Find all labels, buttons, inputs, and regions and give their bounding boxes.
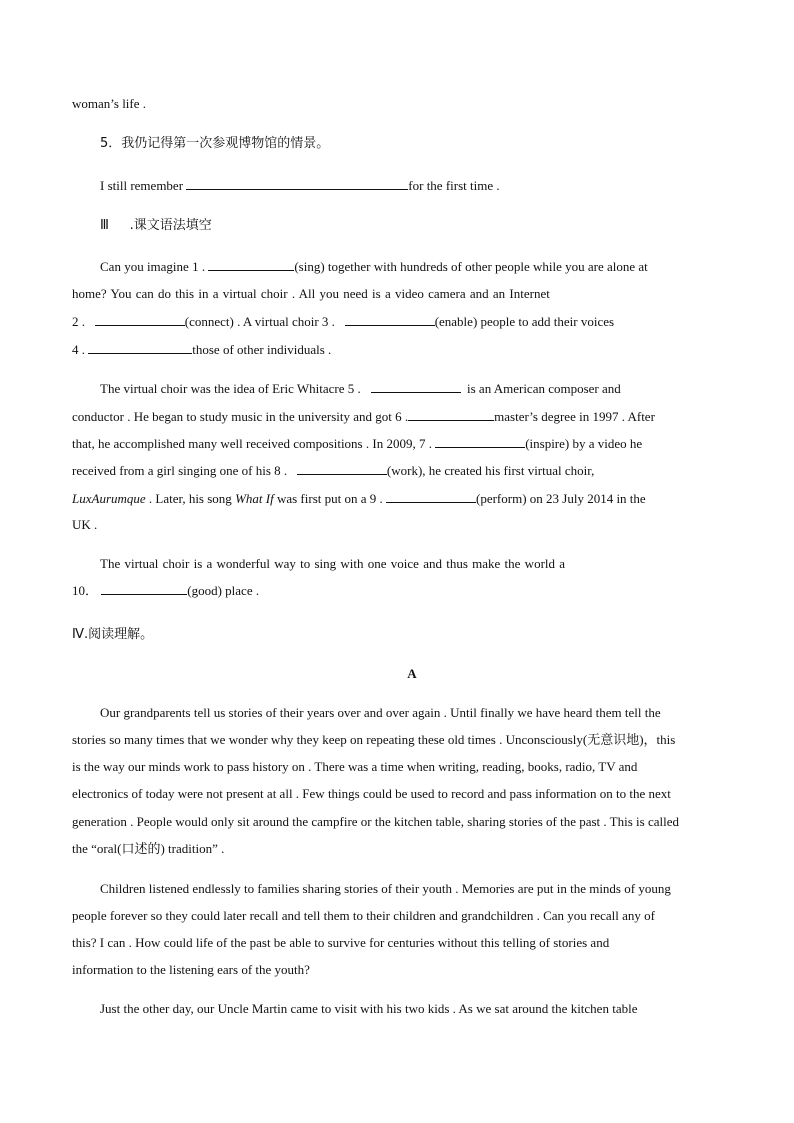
pb-line-1: Children listened endlessly to families sharing stories of their youth . Memories are put in the minds of young: [100, 881, 671, 896]
p2-l5-text-d: was first put on a 9 .: [273, 491, 383, 506]
q5-prompt: 5．我仍记得第一次参观博物馆的情景。: [100, 136, 330, 151]
p1-l3-text-b: (connect) . A virtual choir 3 .: [184, 314, 335, 329]
p1-l1-text-a: Can you imagine 1 .: [100, 259, 206, 274]
pb-line-4: information to the listening ears of the youth?: [72, 962, 310, 977]
p2-l3-text-b: (inspire) by a video he: [525, 436, 643, 451]
p1-l1-text-b: (sing) together with hundreds of other people while you are alone at: [294, 259, 648, 274]
p1-line-1: [100, 258, 648, 275]
q5-blank[interactable]: [186, 177, 408, 190]
p1-l4-text-b: those of other individuals .: [192, 342, 332, 357]
p2-line-2: [72, 408, 655, 425]
p3-l2-text-b: (good) place .: [187, 583, 260, 598]
blank-5[interactable]: [371, 380, 461, 393]
pa-line-4: electronics of today were not present at all . Few things could be used to record and pass information on to the next: [72, 786, 671, 801]
p1-line-2: home? You can do this in a virtual choir . All you need is a video camera and an Internet: [72, 286, 550, 301]
song-title-what-if: What If: [235, 491, 274, 506]
blank-3[interactable]: [345, 313, 435, 326]
pa-line-3: is the way our minds work to pass history on . There was a time when writing, reading, books, radio, TV and: [72, 759, 638, 774]
blank-4[interactable]: [88, 341, 192, 354]
p1-line-3: [72, 313, 614, 330]
p3-line-1: The virtual choir is a wonderful way to sing with one voice and thus make the world a: [100, 556, 566, 571]
q5-sentence: [100, 177, 500, 194]
q5-before: I still remember: [100, 178, 184, 193]
section-4-title: Ⅳ.阅读理解。: [72, 627, 154, 642]
p2-l2-text-a: conductor . He began to study music in the university and got 6 .: [72, 409, 409, 424]
pa-line-1: Our grandparents tell us stories of their years over and over again . Until finally we have heard them tell the: [100, 705, 661, 720]
blank-2[interactable]: [95, 313, 185, 326]
passage-label: A: [407, 666, 417, 681]
p1-l4-text-a: 4 .: [72, 342, 85, 357]
p1-l3-text-a: 2 .: [72, 314, 85, 329]
p1-l3-text-c: (enable) people to add their voices: [434, 314, 615, 329]
pc-line-1: Just the other day, our Uncle Martin came to visit with his two kids . As we sat around the kitchen table: [100, 1001, 638, 1016]
blank-6[interactable]: [408, 408, 494, 421]
p2-line-1: [100, 380, 621, 397]
blank-10[interactable]: [101, 582, 187, 595]
p1-line-4: [72, 341, 331, 358]
p2-l5-text-e: (perform) on 23 July 2014 in the: [476, 491, 646, 506]
top-line: woman’s life .: [72, 96, 147, 111]
pa-line-5: generation . People would only sit around the campfire or the kitchen table, sharing stories of the past . This is called: [72, 814, 679, 829]
p2-line-6: UK .: [72, 517, 98, 532]
blank-9[interactable]: [386, 490, 476, 503]
p2-l5-text-b: . Later, his song: [145, 491, 236, 506]
p2-l2-text-b: master’s degree in 1997 . After: [494, 409, 655, 424]
p2-line-5: [72, 490, 646, 507]
section-3-title: [100, 218, 212, 234]
pa-line-2: stories so many times that we wonder why they keep on repeating these old times . Unconsciously(无意识地)，this: [72, 732, 676, 747]
pb-line-3: this? I can . How could life of the past be able to survive for centuries without this telling of stories and: [72, 935, 610, 950]
blank-8[interactable]: [297, 462, 387, 475]
pb-line-2: people forever so they could later recall and tell them to their children and grandchildren . Can you recall any of: [72, 908, 655, 923]
p2-l3-text-a: that, he accomplished many well received compositions . In 2009, 7 .: [72, 436, 432, 451]
section-3-number: Ⅲ: [100, 218, 109, 233]
p2-l4-text-a: received from a girl singing one of his 8 .: [72, 463, 288, 478]
p2-line-3: [72, 435, 642, 452]
p3-l2-text-a: 10．: [72, 583, 99, 598]
blank-7[interactable]: [435, 435, 525, 448]
pa-line-6: the “oral(口述的) tradition” .: [72, 841, 225, 856]
section-3-label: .课文语法填空: [129, 218, 212, 233]
blank-1[interactable]: [208, 258, 294, 271]
p2-l4-text-b: (work), he created his first virtual choir,: [386, 463, 595, 478]
p3-line-2: [72, 582, 259, 599]
p2-line-4: [72, 462, 594, 479]
p2-l1-text-b: is an American composer and: [467, 381, 621, 396]
song-title-luxaurumque: LuxAurumque: [72, 491, 146, 506]
p2-l1-text-a: The virtual choir was the idea of Eric Whitacre 5 .: [100, 381, 361, 396]
q5-after: for the first time .: [408, 178, 500, 193]
